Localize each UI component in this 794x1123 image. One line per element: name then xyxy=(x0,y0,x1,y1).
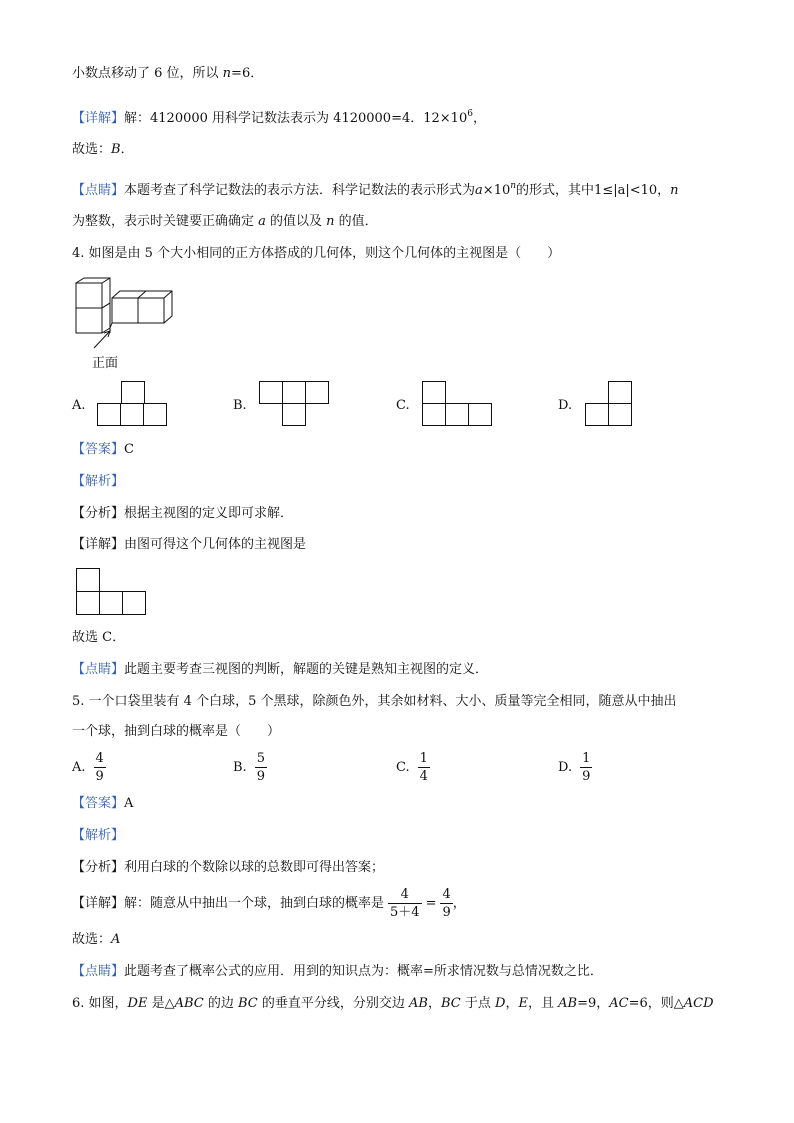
front-label: 正面 xyxy=(92,356,119,371)
q4-fenxi: 【分析】根据主视图的定义即可求解． xyxy=(72,506,294,521)
q5-choose: 故选：A xyxy=(72,932,121,947)
q4-detail: 【详解】由图可得这个几何体的主视图是 xyxy=(72,537,307,552)
q4-option-b-label: B. xyxy=(233,398,247,413)
q5-option-c: C. $\frac{1}{4}$ xyxy=(396,751,428,784)
q6-stem: 6. 如图，DE 是△ABC 的边 BC 的垂直平分线，分别交边 AB，BC 于点 D，E，且 AB=9，AC=6，则△ACD xyxy=(72,996,714,1011)
q4-option-d-label: D. xyxy=(558,398,573,413)
q3-line1: 小数点移动了 6 位，所以 n=6． xyxy=(72,66,264,81)
q4-comment: 【点睛】此题主要考查三视图的判断，解题的关键是熟知主视图的定义． xyxy=(72,662,489,677)
q5-fenxi: 【分析】利用白球的个数除以球的总数即可得出答案； xyxy=(72,860,385,875)
q5-answer: 【答案】A xyxy=(72,796,134,811)
q4-analysis-tag: 【解析】 xyxy=(72,474,125,489)
q5-detail: 【详解】解：随意从中抽出一个球，抽到白球的概率是 $\frac{4}{5+4}$ = $\frac{4}{9}$ ， xyxy=(72,887,466,920)
comment-tag: 【点睛】 xyxy=(72,183,125,198)
q5-option-a: A. $\frac{4}{9}$ xyxy=(72,751,104,784)
q4-answer: 【答案】C xyxy=(72,442,134,457)
q4-stem: 4. 如图是由 5 个大小相同的正方体搭成的几何体，则这个几何体的主视图是（ ） xyxy=(72,246,561,261)
q5-stem-line1: 5. 一个口袋里装有 4 个白球，5 个黑球，除颜色外，其余如材料、大小、质量等完全相同，随意从中抽出 xyxy=(72,694,677,709)
q5-stem-line2: 一个球，抽到白球的概率是（ ） xyxy=(72,724,281,739)
q3-choose: 故选：B． xyxy=(72,142,134,157)
q5-comment: 【点睛】此题考查了概率公式的应用．用到的知识点为：概率=所求情况数与总情况数之比． xyxy=(72,964,603,979)
q4-option-a-label: A. xyxy=(72,398,86,413)
q3-detail: 【详解】解：4120000 用科学记数法表示为 4120000=4．$12\times 10^6$， xyxy=(72,109,486,126)
q5-option-d: D. $\frac{1}{9}$ xyxy=(558,751,591,784)
cube-figure xyxy=(74,278,184,373)
detail-tag: 【详解】 xyxy=(72,111,125,126)
q4-choose: 故选 C． xyxy=(72,630,126,645)
q4-option-c-label: C. xyxy=(396,398,410,413)
q5-option-b: B. $\frac{5}{9}$ xyxy=(233,751,265,784)
q5-analysis-tag: 【解析】 xyxy=(72,828,125,843)
q3-comment-line2: 为整数，表示时关键要正确确定 a 的值以及 n 的值． xyxy=(72,214,378,229)
q3-comment-line1: 【点睛】本题考查了科学记数法的表示方法．科学记数法的表示形式为$a\times 10^n$的形式，其中1≤|a|<10，n xyxy=(72,181,679,198)
